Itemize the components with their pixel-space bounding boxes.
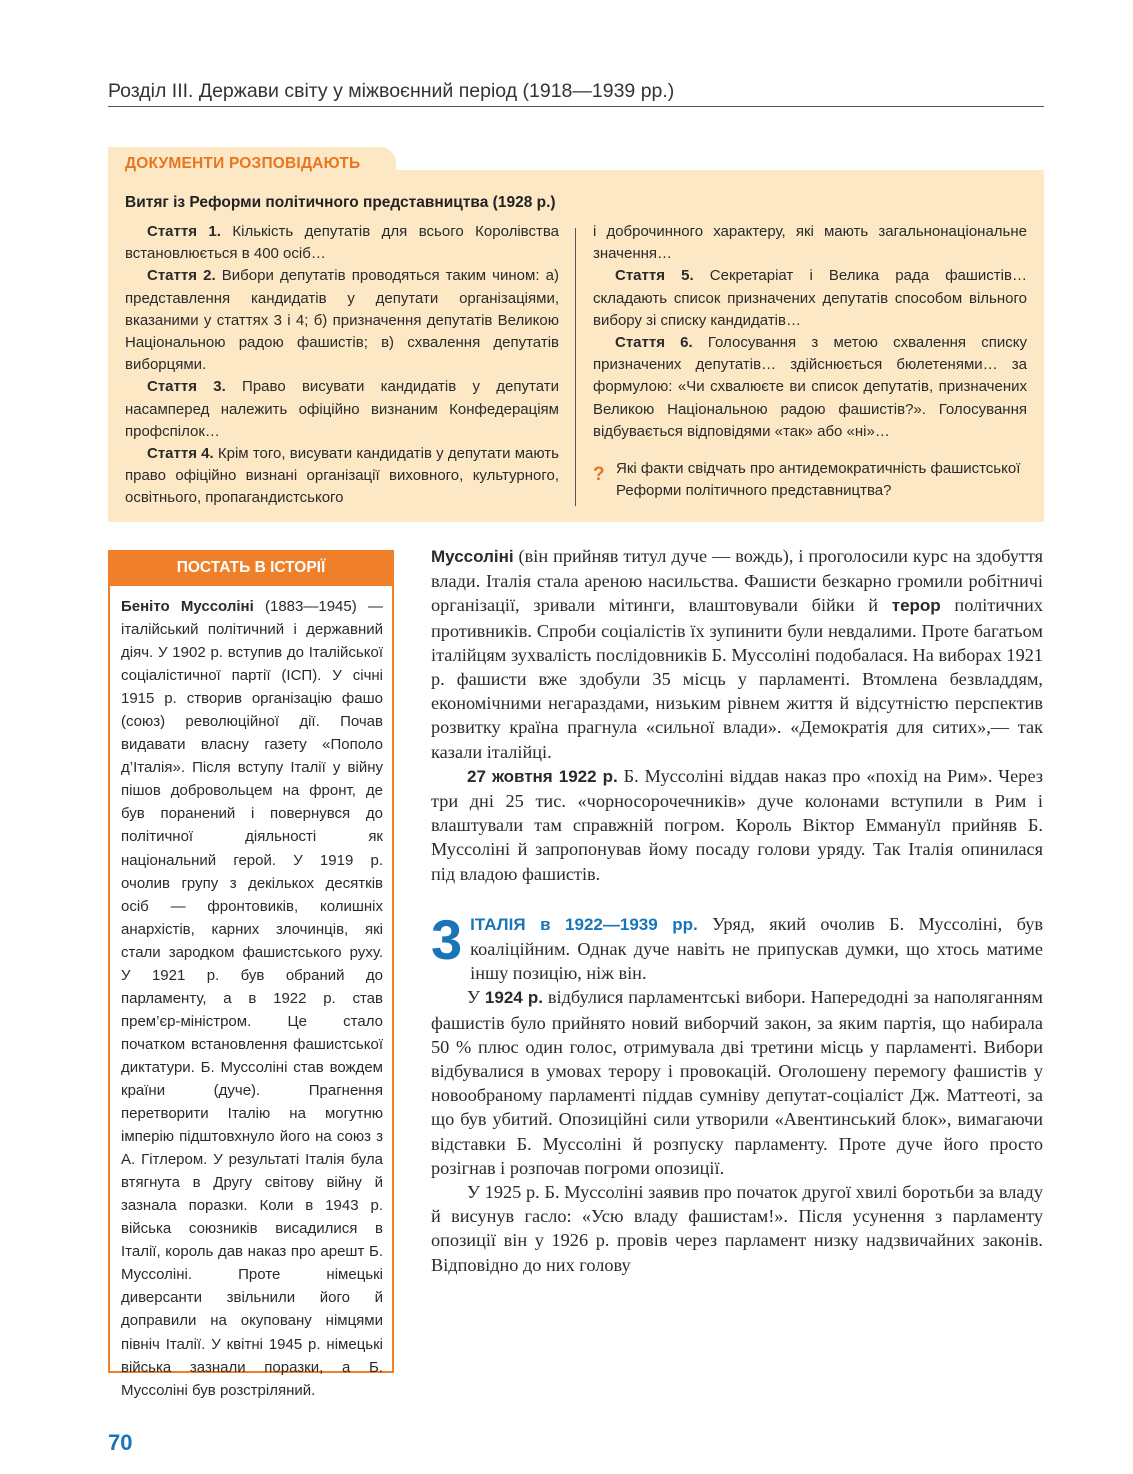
figure-biography bbox=[121, 595, 383, 1402]
figure-title: ПОСТАТЬ В ІСТОРІЇ bbox=[176, 559, 326, 576]
paragraph bbox=[431, 985, 1043, 1180]
figure-text: (1883—1945) — італійський політичний і державний діяч. У 1902 р. вступив до Італійської соціалістичної партії (ІСП). У січні 1915 р. створив організацію фашо (союз) революційної дії. Почав видавати власну газету «Пополо д’Італія». Після вступу Італії у війну пішов добровольцем на фронт, де був поранений і повернувся до політичної діяльності як національний герой. У 1919 р. очолив групу з декількох десятків осіб — фронтовиків, колишніх анархістів, карних злочинців, які стали зародком фашистського руху. У 1921 р. був обраний до парламенту, а в 1922 р. став прем’єр-міністром. Це стало початком встановлення фашистської диктатури. Б. Муссоліні став вождем країни (дуче). Прагнення перетворити Італію на могутню імперію підштовхнуло його на союз з А. Гітлером. У результаті Італія була втягнута в Другу світову війну й зазнала поразки. Коли в 1943 р. війська союзників висадилися в Італії, король дав наказ про арешт Б. Муссоліні. Проте німецькі диверсанти звільнили його й доправили на окуповану німцями північ Італії. У квітні 1945 р. німецькі війська зазнали поразки, а Б. Муссоліні був розстріляний. bbox=[121, 598, 383, 1399]
running-title: Розділ ІІІ. Держави світу у міжвоєнний період (1918—1939 рр.) bbox=[108, 80, 675, 102]
article-text: Кількість депутатів для всього Королівства встановлюється в 400 осіб… bbox=[125, 223, 559, 263]
page-number: 70 bbox=[108, 1430, 133, 1455]
article-label: Стаття 3. bbox=[147, 378, 226, 396]
article-6 bbox=[593, 332, 1027, 443]
article-label: Стаття 5. bbox=[615, 267, 694, 285]
article-3 bbox=[125, 376, 559, 443]
paragraph-text: політичних противників. Спроби соціалістів їх зупинити були невдалими. Проте багатьом італійцям зухвалість послідовників Б. Муссоліні подобалася. На виборах 1921 р. фашисти вже здобули 35 місць у парламенті. Втомлена безвладдям, економічними негараздами, низьким рівнем життя й відсутністю перспектив розвитку країна прагнула «сильної влади». «Демократія для ситих»,— так казали італійці. bbox=[431, 595, 1043, 762]
question-text: Які факти свідчать про антидемократичність фашистської Реформи політичного представництва? bbox=[616, 460, 1021, 500]
column-divider bbox=[575, 228, 576, 506]
main-text bbox=[431, 544, 1043, 1277]
article-4-continued: і доброчинного характеру, які мають загальнонаціональне значення… bbox=[593, 223, 1027, 263]
header-rule bbox=[108, 106, 1044, 107]
article-5 bbox=[593, 265, 1027, 332]
article-text: Вибори депутатів проводяться таким чином: а) представлення кандидатів у депутати організаціями, вказаними у статтях 3 і 4; б) призначення депутатів Великою Національною радою фашистів; в) схвалення депутатів виборцями. bbox=[125, 267, 559, 374]
bold-term: терор bbox=[891, 596, 941, 616]
paragraph-text: (він прийняв титул дуче — вождь), і проголосили курс на здобуття влади. Італія стала ареною насильства. Фашисти безкарно громили робітничі організації, зривали мітинги, влаштовували бійки й bbox=[431, 546, 1043, 616]
article-text: Голосування з метою схвалення списку призначених депутатів… здійснюється бюлетенями… за формулою: «Чи схвалюєте ви список депутатів, призначених Великою Національною радою фашистів?». Голосування відбувається відповідями «так» або «ні»… bbox=[593, 334, 1027, 440]
article-1 bbox=[125, 221, 559, 265]
bold-term: Муссоліні bbox=[431, 547, 514, 566]
paragraph: У 1925 р. Б. Муссоліні заявив про початок другої хвилі боротьби за владу й висунув гасло: «Усю владу фашистам!». Після усунення з парламенту опозиції він у 1926 р. провів через парламент низку надзвичайних законів. Відповідно до них голову bbox=[431, 1182, 1043, 1275]
article-label: Стаття 1. bbox=[147, 223, 221, 240]
document-column-right bbox=[593, 221, 1027, 443]
article-text: Крім того, висувати кандидатів у депутати мають право офіційно визнані організації виховного, культурного, освітнього, пропагандистського bbox=[125, 445, 559, 507]
article-4 bbox=[125, 443, 559, 510]
article-label: Стаття 4. bbox=[147, 445, 214, 463]
bold-date: 27 жовтня 1922 р. bbox=[467, 766, 618, 786]
figure-name: Беніто Муссоліні bbox=[121, 598, 254, 615]
article-text: Право висувати кандидатів у депутати насамперед належить офіційно визнаним Конфедераціям профспілок… bbox=[125, 378, 559, 440]
section-number: 3 bbox=[431, 907, 463, 971]
section-paragraph bbox=[431, 907, 1043, 986]
document-title: Витяг із Реформи політичного представництва (1928 р.) bbox=[125, 194, 556, 211]
article-label: Стаття 2. bbox=[147, 267, 216, 285]
bold-date: 1924 р. bbox=[484, 988, 543, 1008]
article-2 bbox=[125, 265, 559, 376]
article-text: Секретаріат і Велика рада фашистів… складають список призначених депутатів способом вільного вибору зі списку кандидатів… bbox=[593, 267, 1027, 329]
paragraph-text: Б. Муссоліні віддав наказ про «похід на Рим». Через три дні 25 тис. «чорносорочечників» дуче колонами вступили в Рим і влаштували там справжній погром. Король Віктор Еммануїл прийняв Б. Муссоліні й запропонував йому посаду голови уряду. Так Італія опинилася під владою фашистів. bbox=[431, 765, 1044, 884]
paragraph bbox=[431, 544, 1043, 764]
paragraph-text: У bbox=[467, 987, 485, 1008]
paragraph bbox=[431, 764, 1043, 886]
section-heading: ІТАЛІЯ в 1922—1939 рр. bbox=[470, 914, 698, 934]
paragraph-text: Уряд, який очолив Б. Муссоліні, був коаліційним. Однак дуче навіть не припускав думки, що хтось матиме іншу позицію, ніж він. bbox=[470, 913, 1043, 984]
question-icon: ? bbox=[593, 464, 605, 485]
document-column-left bbox=[125, 221, 559, 510]
documents-tab-label: ДОКУМЕНТИ РОЗПОВІДАЮТЬ bbox=[125, 155, 361, 172]
article-label: Стаття 6. bbox=[615, 334, 693, 352]
paragraph-text: відбулися парламентські вибори. Напередодні за наполяганням фашистів було прийнято новий виборчий закон, за яким партія, що набирала 50 % плюс один голос, отримувала дві третини місць у парламенті. Вибори відбувалися в умовах терору і провокацій. Оголошену перемогу фашистів у новообраному парламенті піддав сумніву депутат-соціаліст Дж. Маттеоті, за що був убитий. Опозиційні сили утворили «Авентинський блок», вимагаючи відставки Б. Муссоліні й розпуску парламенту. Проте дуче його просто розігнав і розпочав погроми опозиції. bbox=[431, 987, 1043, 1178]
